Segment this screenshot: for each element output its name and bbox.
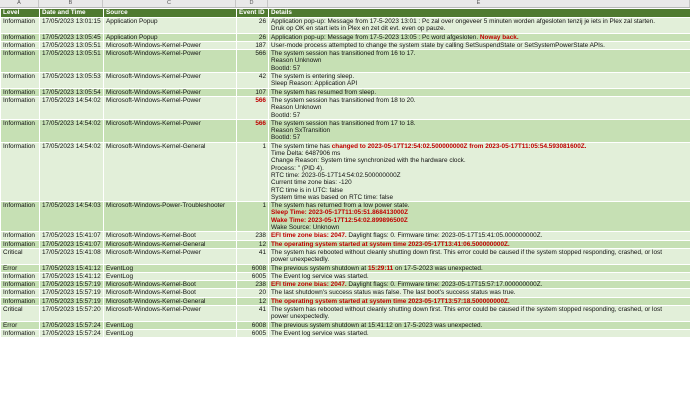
cell-event-id[interactable]: 41 bbox=[237, 248, 269, 264]
detail-text: power unexpectedly. bbox=[271, 256, 330, 264]
cell-date[interactable]: 17/05/2023 14:54:02 bbox=[40, 142, 104, 201]
detail-line bbox=[271, 187, 688, 194]
detail-highlight: Wake Time: 2023-05-17T12:54:02.899896500Z bbox=[271, 216, 408, 224]
detail-text: The Event log service was started. bbox=[271, 329, 369, 337]
cell-date[interactable]: 17/05/2023 15:57:24 bbox=[40, 329, 104, 337]
detail-line bbox=[271, 25, 688, 32]
event-log-table bbox=[0, 8, 690, 338]
detail-line bbox=[271, 202, 688, 209]
detail-line bbox=[271, 165, 688, 172]
cell-details[interactable] bbox=[269, 202, 690, 232]
cell-source[interactable]: EventLog bbox=[104, 264, 237, 272]
cell-source[interactable]: Microsoft-Windows-Kernel-Boot bbox=[104, 289, 237, 297]
cell-source[interactable]: Microsoft-Windows-Kernel-Boot bbox=[104, 232, 237, 240]
cell-event-id[interactable]: 1 bbox=[237, 142, 269, 201]
cell-details[interactable] bbox=[269, 18, 690, 34]
detail-line bbox=[271, 143, 688, 150]
detail-text: The system is entering sleep. bbox=[271, 73, 355, 81]
detail-line bbox=[271, 97, 688, 104]
cell-level[interactable]: Information bbox=[1, 297, 40, 305]
cell-date[interactable]: 17/05/2023 15:41:07 bbox=[40, 232, 104, 240]
cell-date[interactable]: 17/05/2023 13:05:51 bbox=[40, 41, 104, 49]
cell-details[interactable] bbox=[269, 272, 690, 280]
cell-level[interactable]: Information bbox=[1, 50, 40, 73]
detail-text: System time was based on RTC time: false bbox=[271, 193, 394, 201]
detail-line bbox=[271, 50, 688, 57]
detail-text: Time Delta: 6487906 ms bbox=[271, 150, 341, 158]
detail-text: The system session has transitioned from 16 to 17. bbox=[271, 50, 416, 58]
cell-level[interactable]: Information bbox=[1, 33, 40, 41]
cell-date[interactable]: 17/05/2023 14:54:02 bbox=[40, 96, 104, 119]
cell-event-id[interactable]: 6008 bbox=[237, 321, 269, 329]
cell-details[interactable] bbox=[269, 305, 690, 321]
detail-line bbox=[271, 298, 688, 305]
detail-text: BootId: 57 bbox=[271, 64, 301, 72]
detail-text: Change Reason: System time synchronized with the hardware clock. bbox=[271, 157, 466, 165]
table-row bbox=[1, 50, 690, 73]
detail-text: The system has resumed from sleep. bbox=[271, 88, 377, 96]
detail-highlight: Noway back. bbox=[479, 33, 519, 41]
cell-level[interactable]: Error bbox=[1, 264, 40, 272]
cell-level[interactable]: Information bbox=[1, 329, 40, 337]
detail-highlight: The operating system started at system time 2023-05-17T13:41:06.500000000Z. bbox=[271, 240, 510, 248]
detail-text: Reason SxTransition bbox=[271, 127, 331, 135]
cell-details[interactable] bbox=[269, 88, 690, 96]
cell-details[interactable] bbox=[269, 119, 690, 142]
cell-event-id[interactable]: 26 bbox=[237, 33, 269, 41]
cell-source[interactable]: EventLog bbox=[104, 321, 237, 329]
detail-line bbox=[271, 89, 688, 96]
cell-event-id[interactable]: 6005 bbox=[237, 329, 269, 337]
table-row bbox=[1, 248, 690, 264]
cell-date[interactable]: 17/05/2023 14:54:03 bbox=[40, 202, 104, 232]
cell-date[interactable]: 17/05/2023 15:57:20 bbox=[40, 305, 104, 321]
detail-text: The Event log service was started. bbox=[271, 272, 369, 280]
detail-line bbox=[271, 18, 688, 25]
column-letter-d[interactable]: D bbox=[236, 0, 268, 7]
cell-event-id[interactable]: 566 bbox=[237, 119, 269, 142]
table-row bbox=[1, 33, 690, 41]
detail-text: on 17-5-2023 was unexpected. bbox=[393, 264, 483, 272]
cell-source[interactable]: Microsoft-Windows-Kernel-Power bbox=[104, 305, 237, 321]
table-row bbox=[1, 289, 690, 297]
cell-date[interactable]: 17/05/2023 15:41:12 bbox=[40, 264, 104, 272]
cell-details[interactable] bbox=[269, 240, 690, 248]
cell-source[interactable]: Microsoft-Windows-Kernel-Power bbox=[104, 50, 237, 73]
detail-text: Reason Unknown bbox=[271, 57, 322, 65]
detail-highlight: changed to 2023-05-17T12:54:02.500000000Z from 2023-05-17T11:05:54.593081600Z. bbox=[331, 142, 587, 150]
detail-highlight: 15:29:11 bbox=[367, 264, 394, 272]
cell-level[interactable]: Information bbox=[1, 73, 40, 89]
detail-line bbox=[271, 322, 688, 329]
cell-date[interactable]: 17/05/2023 15:57:19 bbox=[40, 289, 104, 297]
detail-text: User-mode process attempted to change the system state by calling SetSuspendState or SetSystemPowerState APIs. bbox=[271, 41, 605, 49]
cell-source[interactable]: Microsoft-Windows-Kernel-Power bbox=[104, 88, 237, 96]
detail-line bbox=[271, 281, 688, 288]
detail-text: The last shutdown's success status was false. The last boot's success status was true. bbox=[271, 289, 516, 297]
detail-line bbox=[271, 112, 688, 119]
table-row bbox=[1, 232, 690, 240]
cell-details[interactable] bbox=[269, 33, 690, 41]
detail-line bbox=[271, 217, 688, 224]
cell-details[interactable] bbox=[269, 142, 690, 201]
detail-line bbox=[271, 34, 688, 41]
cell-level[interactable]: Information bbox=[1, 142, 40, 201]
detail-line bbox=[271, 330, 688, 337]
cell-level[interactable]: Critical bbox=[1, 305, 40, 321]
detail-text: Wake Source: Unknown bbox=[271, 224, 340, 232]
cell-event-id[interactable]: 41 bbox=[237, 305, 269, 321]
cell-date[interactable]: 17/05/2023 13:01:15 bbox=[40, 18, 104, 34]
cell-event-id[interactable]: 1 bbox=[237, 202, 269, 232]
detail-text: Daylight flags: 0. Firmware time: 2023-05-17T15:57:17.000000000Z. bbox=[346, 281, 543, 289]
detail-text: BootId: 57 bbox=[271, 134, 301, 142]
detail-text: The system time has bbox=[271, 142, 332, 150]
detail-line bbox=[271, 232, 688, 239]
table-row bbox=[1, 329, 690, 337]
cell-level[interactable]: Error bbox=[1, 321, 40, 329]
detail-text: power unexpectedly. bbox=[271, 313, 330, 321]
detail-line bbox=[271, 224, 688, 231]
cell-level[interactable]: Information bbox=[1, 240, 40, 248]
cell-event-id[interactable]: 42 bbox=[237, 73, 269, 89]
detail-text: The system session has transitioned from 18 to 20. bbox=[271, 96, 416, 104]
cell-details[interactable] bbox=[269, 281, 690, 289]
detail-line bbox=[271, 73, 688, 80]
column-letter-a[interactable]: A bbox=[0, 0, 39, 7]
table-row bbox=[1, 18, 690, 34]
cell-source[interactable]: EventLog bbox=[104, 329, 237, 337]
cell-level[interactable]: Information bbox=[1, 289, 40, 297]
detail-line bbox=[271, 194, 688, 201]
cell-details[interactable] bbox=[269, 248, 690, 264]
cell-level[interactable]: Information bbox=[1, 281, 40, 289]
table-row bbox=[1, 321, 690, 329]
cell-source[interactable]: Microsoft-Windows-Power-Troubleshooter bbox=[104, 202, 237, 232]
table-row bbox=[1, 73, 690, 89]
detail-text: The system has rebooted without cleanly shutting down first. This error could be caused if the system stopped responding, crashed, or lost bbox=[271, 248, 662, 256]
cell-source[interactable]: Microsoft-Windows-Kernel-Boot bbox=[104, 281, 237, 289]
cell-date[interactable]: 17/05/2023 15:57:19 bbox=[40, 297, 104, 305]
detail-highlight: EFI time zone bias: 2047. bbox=[271, 232, 347, 240]
detail-line bbox=[271, 42, 688, 49]
cell-date[interactable]: 17/05/2023 13:05:51 bbox=[40, 50, 104, 73]
header-details[interactable]: Details bbox=[269, 9, 690, 18]
column-letter-e[interactable]: E bbox=[268, 0, 690, 7]
cell-details[interactable] bbox=[269, 41, 690, 49]
detail-text: Application pop-up: Message from 17-5-2023 13:01 : Pc zal over ongeveer 5 minuten worden afgesloten tenzij je iets in Plex zal starten. bbox=[271, 18, 656, 25]
cell-level[interactable]: Information bbox=[1, 18, 40, 34]
table-row bbox=[1, 41, 690, 49]
detail-line bbox=[271, 209, 688, 216]
detail-text: Reason Unknown bbox=[271, 104, 322, 112]
table-row bbox=[1, 281, 690, 289]
detail-text: Druk op OK en start iets in Plex en zet dit evt. even op pauze. bbox=[271, 25, 446, 33]
cell-source[interactable]: Application Popup bbox=[104, 33, 237, 41]
cell-details[interactable] bbox=[269, 50, 690, 73]
table-row bbox=[1, 272, 690, 280]
column-letter-c[interactable]: C bbox=[103, 0, 236, 7]
detail-highlight: Sleep Time: 2023-05-17T11:05:51.868413000Z bbox=[271, 209, 409, 217]
detail-line bbox=[271, 157, 688, 164]
header-date[interactable]: Date and Time bbox=[40, 9, 104, 18]
detail-line bbox=[271, 80, 688, 87]
detail-text: BootId: 57 bbox=[271, 111, 301, 119]
cell-date[interactable]: 17/05/2023 13:05:54 bbox=[40, 88, 104, 96]
header-source[interactable]: Source bbox=[104, 9, 237, 18]
cell-level[interactable]: Critical bbox=[1, 248, 40, 264]
detail-text: The system has returned from a low power state. bbox=[271, 202, 410, 210]
detail-line bbox=[271, 120, 688, 127]
cell-details[interactable] bbox=[269, 73, 690, 89]
cell-event-id[interactable]: 107 bbox=[237, 88, 269, 96]
cell-event-id[interactable]: 12 bbox=[237, 240, 269, 248]
detail-text: Application pop-up: Message from 17-5-2023 13:05 : Pc word afgesloten. bbox=[271, 33, 480, 41]
cell-date[interactable]: 17/05/2023 13:05:45 bbox=[40, 33, 104, 41]
cell-date[interactable]: 17/05/2023 13:05:53 bbox=[40, 73, 104, 89]
cell-date[interactable]: 17/05/2023 14:54:02 bbox=[40, 119, 104, 142]
detail-text: The system session has transitioned from 17 to 18. bbox=[271, 119, 416, 127]
cell-event-id[interactable]: 26 bbox=[237, 18, 269, 34]
cell-date[interactable]: 17/05/2023 15:41:08 bbox=[40, 248, 104, 264]
table-row bbox=[1, 264, 690, 272]
table-row bbox=[1, 88, 690, 96]
cell-source[interactable]: Microsoft-Windows-Kernel-General bbox=[104, 297, 237, 305]
cell-event-id[interactable]: 238 bbox=[237, 281, 269, 289]
detail-line bbox=[271, 172, 688, 179]
detail-line bbox=[271, 289, 688, 296]
cell-level[interactable]: Information bbox=[1, 96, 40, 119]
cell-event-id[interactable]: 6008 bbox=[237, 264, 269, 272]
detail-text: Daylight flags: 0. Firmware time: 2023-05-17T15:41:05.000000000Z. bbox=[346, 232, 543, 240]
table-row bbox=[1, 202, 690, 232]
detail-line bbox=[271, 273, 688, 280]
detail-text: RTC time: 2023-05-17T14:54:02.500000000Z bbox=[271, 171, 401, 179]
cell-source[interactable]: Microsoft-Windows-Kernel-Power bbox=[104, 73, 237, 89]
cell-level[interactable]: Information bbox=[1, 232, 40, 240]
table-row bbox=[1, 119, 690, 142]
cell-source[interactable]: Microsoft-Windows-Kernel-Power bbox=[104, 248, 237, 264]
cell-details[interactable] bbox=[269, 96, 690, 119]
cell-details[interactable] bbox=[269, 321, 690, 329]
cell-details[interactable] bbox=[269, 289, 690, 297]
cell-source[interactable]: Microsoft-Windows-Kernel-General bbox=[104, 240, 237, 248]
table-row bbox=[1, 96, 690, 119]
detail-line bbox=[271, 265, 688, 272]
cell-level[interactable]: Information bbox=[1, 41, 40, 49]
cell-event-id[interactable]: 187 bbox=[237, 41, 269, 49]
cell-source[interactable]: Microsoft-Windows-Kernel-Power bbox=[104, 119, 237, 142]
cell-level[interactable]: Information bbox=[1, 272, 40, 280]
cell-source[interactable]: Microsoft-Windows-Kernel-General bbox=[104, 142, 237, 201]
cell-level[interactable]: Information bbox=[1, 88, 40, 96]
cell-details[interactable] bbox=[269, 264, 690, 272]
cell-event-id[interactable]: 566 bbox=[237, 96, 269, 119]
detail-line bbox=[271, 57, 688, 64]
cell-source[interactable]: Microsoft-Windows-Kernel-Power bbox=[104, 41, 237, 49]
cell-date[interactable]: 17/05/2023 15:41:07 bbox=[40, 240, 104, 248]
cell-details[interactable] bbox=[269, 329, 690, 337]
cell-date[interactable]: 17/05/2023 15:57:19 bbox=[40, 281, 104, 289]
detail-text: Current time zone bias: -120 bbox=[271, 179, 352, 187]
cell-source[interactable]: Application Popup bbox=[104, 18, 237, 34]
cell-event-id[interactable]: 12 bbox=[237, 297, 269, 305]
detail-line bbox=[271, 249, 688, 256]
table-row bbox=[1, 142, 690, 201]
detail-line bbox=[271, 127, 688, 134]
column-letter-b[interactable]: B bbox=[39, 0, 103, 7]
table-row bbox=[1, 305, 690, 321]
header-row bbox=[1, 9, 690, 18]
cell-date[interactable]: 17/05/2023 15:41:12 bbox=[40, 272, 104, 280]
detail-line bbox=[271, 150, 688, 157]
cell-event-id[interactable]: 20 bbox=[237, 289, 269, 297]
detail-text: Process: '' (PID 4). bbox=[271, 164, 324, 172]
column-letter-bar bbox=[0, 0, 690, 8]
detail-line bbox=[271, 313, 688, 320]
detail-line bbox=[271, 241, 688, 248]
cell-level[interactable]: Information bbox=[1, 202, 40, 232]
detail-line bbox=[271, 256, 688, 263]
detail-line bbox=[271, 179, 688, 186]
cell-level[interactable]: Information bbox=[1, 119, 40, 142]
header-event-id[interactable]: Event ID bbox=[237, 9, 269, 18]
detail-line bbox=[271, 306, 688, 313]
table-row bbox=[1, 240, 690, 248]
cell-event-id[interactable]: 238 bbox=[237, 232, 269, 240]
detail-text: The previous system shutdown at 15:41:12 on 17-5-2023 was unexpected. bbox=[271, 321, 483, 329]
cell-date[interactable]: 17/05/2023 15:57:24 bbox=[40, 321, 104, 329]
table-body bbox=[1, 18, 690, 338]
detail-text: The previous system shutdown at bbox=[271, 264, 368, 272]
header-level[interactable]: Level bbox=[1, 9, 40, 18]
cell-event-id[interactable]: 566 bbox=[237, 50, 269, 73]
table-row bbox=[1, 297, 690, 305]
cell-source[interactable]: Microsoft-Windows-Kernel-Power bbox=[104, 96, 237, 119]
detail-line bbox=[271, 134, 688, 141]
cell-event-id[interactable]: 6005 bbox=[237, 272, 269, 280]
detail-highlight: EFI time zone bias: 2047. bbox=[271, 281, 347, 289]
detail-line bbox=[271, 104, 688, 111]
detail-text: Sleep Reason: Application API bbox=[271, 80, 358, 88]
detail-highlight: The operating system started at system time 2023-05-17T13:57:18.500000000Z. bbox=[271, 297, 510, 305]
detail-line bbox=[271, 65, 688, 72]
cell-details[interactable] bbox=[269, 232, 690, 240]
cell-details[interactable] bbox=[269, 297, 690, 305]
detail-text: RTC time is in UTC: false bbox=[271, 186, 343, 194]
cell-source[interactable]: EventLog bbox=[104, 272, 237, 280]
detail-text: The system has rebooted without cleanly shutting down first. This error could be caused if the system stopped responding, crashed, or lost bbox=[271, 305, 662, 313]
